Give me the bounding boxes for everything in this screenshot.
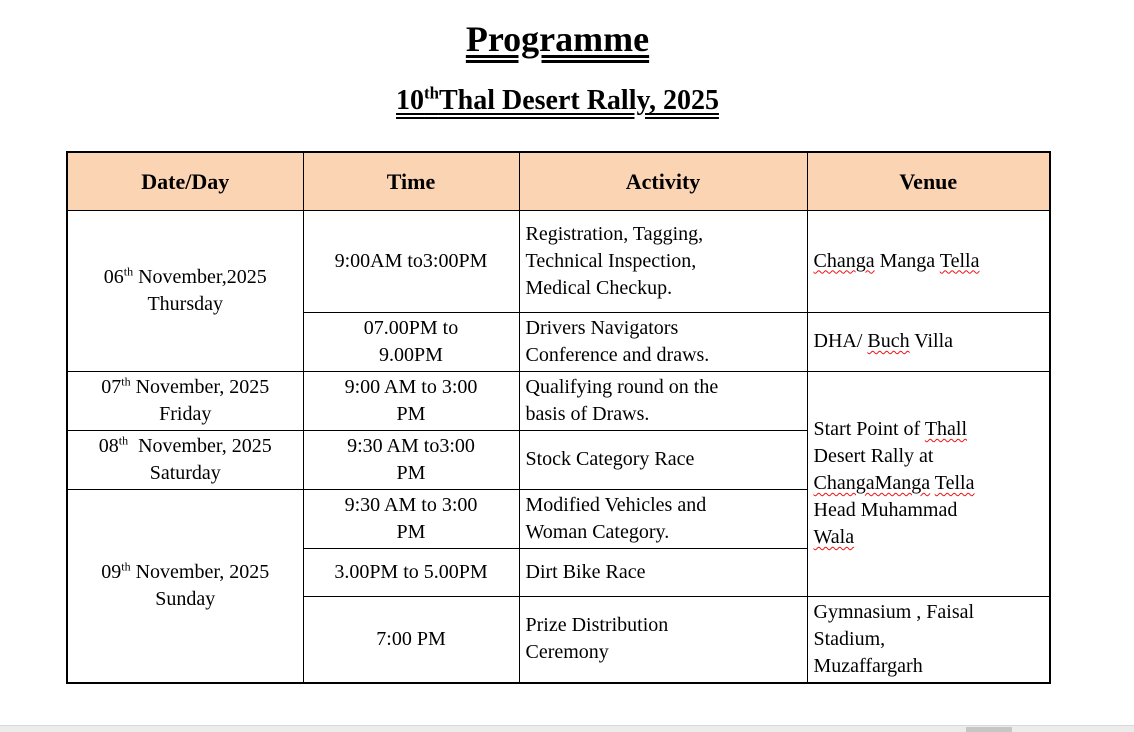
venue-cell-gymnasium xyxy=(807,596,1050,683)
date-number: 09 xyxy=(101,560,122,583)
date-cell-07-november xyxy=(67,371,303,430)
misspelled-word: ChangaManga xyxy=(813,472,931,494)
time-cell-registration: 9:00AM to3:00PM xyxy=(303,210,519,312)
time-cell-dirt-bike: 3.00PM to 5.00PM xyxy=(303,548,519,596)
venue-cell-dha-buch-villa xyxy=(807,312,1050,371)
venue-cell-start-point xyxy=(807,371,1050,596)
date-ordinal-suffix: th xyxy=(121,558,131,573)
activity-cell-stock-race: Stock Category Race xyxy=(519,430,807,489)
venue-text: Desert Rally at xyxy=(813,445,934,467)
date-cell-09-november xyxy=(67,489,303,683)
programme-table xyxy=(66,151,1051,684)
date-ordinal-suffix: th xyxy=(121,373,131,388)
col-header-activity: Activity xyxy=(519,152,807,210)
activity-cell-dirt-bike: Dirt Bike Race xyxy=(519,548,807,596)
page-title xyxy=(66,20,1049,60)
venue-text: Head Muhammad xyxy=(813,499,958,521)
date-number: 06 xyxy=(103,265,124,288)
page-subtitle-text xyxy=(396,85,719,116)
time-cell-conference: 07.00PM to 9.00PM xyxy=(303,312,519,371)
venue-text: Villa xyxy=(909,330,954,352)
time-cell-prize-ceremony: 7:00 PM xyxy=(303,596,519,683)
activity-cell-prize-ceremony: Prize Distribution Ceremony xyxy=(519,596,807,683)
scrollbar-thumb[interactable] xyxy=(966,727,1012,732)
misspelled-word: Tella xyxy=(939,249,980,272)
date-number: 08 xyxy=(98,434,119,457)
subtitle-ordinal-suffix: th xyxy=(424,83,439,103)
page-title-text: Programme xyxy=(465,19,650,59)
date-rest: November, 2025 xyxy=(130,375,270,398)
subtitle-rest: Thal Desert Rally, 2025 xyxy=(438,85,719,116)
date-cell-06-november xyxy=(67,210,303,371)
date-cell-08-november xyxy=(67,430,303,489)
date-rest: November, 2025 xyxy=(128,434,272,457)
misspelled-word: Wala xyxy=(813,526,855,548)
venue-text: Muzaffargarh xyxy=(813,654,923,677)
col-header-venue: Venue xyxy=(807,152,1050,210)
misspelled-word: Buch xyxy=(867,330,910,352)
venue-text: Gymnasium , Faisal xyxy=(813,600,975,623)
venue-text: DHA/ xyxy=(813,330,868,352)
misspelled-word: Thall xyxy=(924,418,968,440)
col-header-date-day: Date/Day xyxy=(67,152,303,210)
subtitle-number: 10 xyxy=(396,85,425,116)
table-row xyxy=(67,210,1050,312)
date-ordinal-suffix: th xyxy=(123,263,134,278)
horizontal-scrollbar[interactable] xyxy=(0,725,1134,732)
col-header-time: Time xyxy=(303,152,519,210)
activity-cell-modified-vehicles: Modified Vehicles and Woman Category. xyxy=(519,489,807,548)
weekday-label: Saturday xyxy=(149,461,221,484)
table-header-row xyxy=(67,152,1050,210)
misspelled-word: Changa xyxy=(813,249,875,272)
misspelled-word: Tella xyxy=(934,472,975,494)
page-subtitle xyxy=(66,83,1049,117)
date-rest: November, 2025 xyxy=(130,560,270,583)
weekday-label: Thursday xyxy=(147,292,224,315)
time-cell-qualifying: 9:00 AM to 3:00 PM xyxy=(303,371,519,430)
date-number: 07 xyxy=(101,375,122,398)
activity-cell-conference: Drivers Navigators Conference and draws. xyxy=(519,312,807,371)
date-rest: November,2025 xyxy=(133,265,267,288)
venue-text: Start Point of xyxy=(813,418,925,440)
time-cell-modified-vehicles: 9:30 AM to 3:00 PM xyxy=(303,489,519,548)
venue-text: Stadium, xyxy=(813,627,886,650)
time-cell-stock-race: 9:30 AM to3:00 PM xyxy=(303,430,519,489)
date-ordinal-suffix: th xyxy=(118,432,129,447)
activity-cell-registration: Registration, Tagging, Technical Inspection, Medical Checkup. xyxy=(519,210,807,312)
weekday-label: Friday xyxy=(159,402,212,425)
activity-cell-qualifying: Qualifying round on the basis of Draws. xyxy=(519,371,807,430)
venue-cell-changa-manga-tella xyxy=(807,210,1050,312)
weekday-label: Sunday xyxy=(155,587,216,610)
table-row xyxy=(67,371,1050,430)
venue-text: Manga xyxy=(874,249,940,272)
